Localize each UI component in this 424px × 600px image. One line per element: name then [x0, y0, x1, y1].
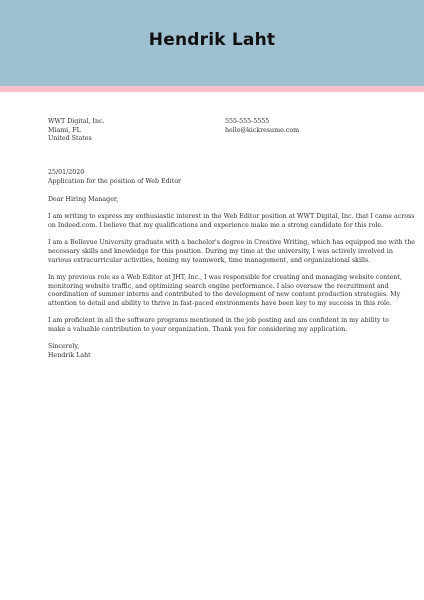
paragraph-2: [48, 239, 415, 265]
letter-date: 25/01/2020: [48, 169, 85, 176]
date-subject-block: [48, 169, 378, 186]
recipient-country: United States: [48, 135, 92, 143]
recipient-company: WWT Digital, Inc.: [48, 118, 105, 125]
paragraph-line: various extracurricular activities, honing my teamwork, time management, and organizational skills.: [48, 256, 371, 264]
paragraph-line: In my previous role as a Web Editor at JHT, Inc., I was responsible for creating and managing website content,: [48, 274, 403, 281]
paragraph-line: monitoring website traffic, and optimizing search engine performance. I also oversaw the recruitment and: [48, 282, 389, 290]
paragraph-3: [48, 274, 403, 309]
applicant-name: Hendrik Laht: [148, 30, 276, 50]
paragraph-line: necessary skills and knowledge for this position. During my time at the university, I was actively involved in: [48, 248, 393, 255]
paragraph-line: coordination of summer interns and contributed to the development of new content production strategies. My: [48, 291, 401, 299]
recipient-city: Miami, FL: [48, 126, 81, 134]
paragraph-line: attention to detail and ability to thrive in fast-paced environments have been key to my success in this role.: [48, 300, 392, 308]
accent-strip: [0, 86, 424, 92]
letter-body: [48, 196, 415, 369]
contact-phone: 555-555-5555: [225, 118, 270, 125]
recipient-address: [48, 118, 208, 144]
paragraph-line: I am a Bellevue University graduate with a bachelor's degree in Creative Writing, which has equipped me with the: [48, 239, 415, 247]
paragraph-line: on Indeed.com. I believe that my qualifications and experience make me a strong candidate for this role.: [48, 222, 384, 229]
salutation: [48, 196, 378, 205]
contact-email: hello@kickresume.com: [225, 126, 300, 134]
paragraph-line: I am proficient in all the software programs mentioned in the job posting and am confident in my ability to: [48, 317, 389, 325]
salutation-text: Dear Hiring Manager,: [48, 196, 119, 203]
paragraph-line: make a valuable contribution to your organization. Thank you for considering my application.: [48, 326, 348, 334]
paragraph-4: [48, 317, 389, 334]
letter-subject: Application for the position of Web Editor: [48, 177, 182, 185]
paragraph-line: I am writing to express my enthusiastic interest in the Web Editor position at WWT Digital, Inc. that I came across: [48, 213, 415, 221]
closing-block: [48, 343, 378, 360]
closing-text: Sincerely,: [48, 343, 80, 351]
paragraph-1: [48, 213, 415, 230]
signature-text: Hendrik Laht: [48, 352, 91, 360]
contact-info: [225, 118, 375, 135]
